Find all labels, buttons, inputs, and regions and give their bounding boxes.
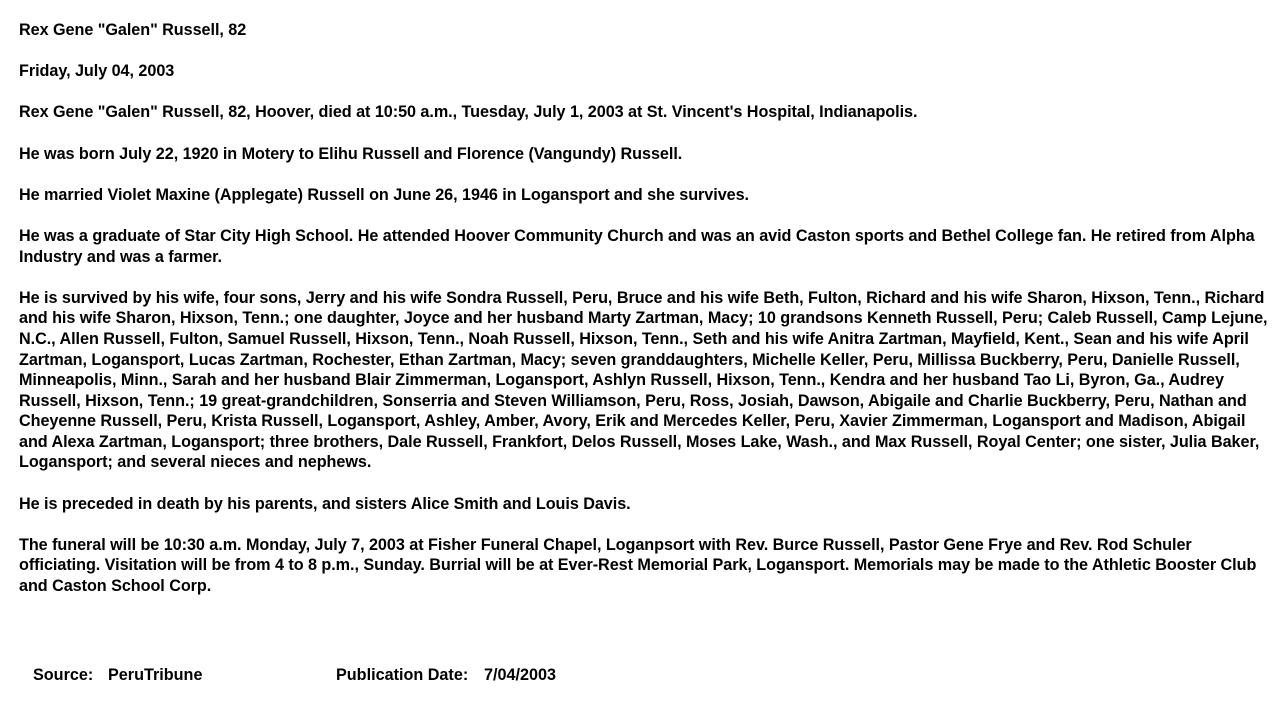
paragraph-preceded: He is preceded in death by his parents, and sisters Alice Smith and Louis Davis. bbox=[19, 494, 631, 513]
obituary-document bbox=[19, 20, 1275, 617]
obituary-title: Rex Gene "Galen" Russell, 82 bbox=[19, 21, 247, 39]
paragraph-funeral: The funeral will be 10:30 a.m. Monday, July 7, 2003 at Fisher Funeral Chapel, Loganpsort with Rev. Burce Russell, Pastor Gene Frye and Rev. Rod Schuler officiating. Visitation will be from 4 to 8 p.m., Sunday. Burrial will be at Ever-Rest Memorial Park, Logansport. Memorials may be made to the Athletic Booster Club and Caston School Corp. bbox=[19, 535, 1257, 596]
paragraph-birth: He was born July 22, 1920 in Motery to Elihu Russell and Florence (Vangundy) Russell. bbox=[19, 144, 683, 163]
paragraph-death-notice: Rex Gene "Galen" Russell, 82, Hoover, died at 10:50 a.m., Tuesday, July 1, 2003 at St. Vincent's Hospital, Indianapolis. bbox=[19, 103, 918, 122]
publication-date-label: Publication Date: bbox=[336, 666, 469, 684]
source-label: Source: bbox=[33, 666, 94, 684]
paragraph-biography: He was a graduate of Star City High School. He attended Hoover Community Church and was an avid Caston sports and Bethel College fan. He retired from Alpha Industry and was a farmer. bbox=[19, 226, 1255, 266]
source-value: PeruTribune bbox=[108, 666, 203, 684]
paragraph-marriage: He married Violet Maxine (Applegate) Russell on June 26, 1946 in Logansport and she survives. bbox=[19, 185, 750, 204]
publication-date-value: 7/04/2003 bbox=[484, 666, 557, 684]
paragraph-survivors: He is survived by his wife, four sons, Jerry and his wife Sondra Russell, Peru, Bruce and his wife Beth, Fulton, Richard and his wife Sharon, Hixson, Tenn., Richard and his wife Sharon, Hixson, Tenn.; one daughter, Joyce and her husband Marty Zartman, Macy; 10 grandsons Kenneth Russell, Peru; Caleb Russell, Camp Lejune, N.C., Allen Russell, Fulton, Samuel Russell, Hixson, Tenn., Noah Russell, Hixson, Tenn., Seth and his wife Anitra Zartman, Mayfield, Kent., Sean and his wife April Zartman, Logansport, Lucas Zartman, Rochester, Ethan Zartman, Macy; seven granddaughters, Michelle Keller, Peru, Millissa Buckberry, Peru, Danielle Russell, Minneapolis, Minn., Sarah and her husband Blair Zimmerman, Logansport, Ashlyn Russell, Hixson, Tenn., Kendra and her husband Tao Li, Byron, Ga., Audrey Russell, Hixson, Tenn.; 19 great-grandchildren, Sonserria and Steven Williamson, Peru, Ross, Josiah, Dawson, Abigaile and Charlie Buckberry, Peru, Nathan and Cheyenne Russell, Peru, Krista Russell, Logansport, Ashley, Amber, Avory, Erik and Mercedes Keller, Peru, Xavier Zimmerman, Logansport and Madison, Abigail and Alexa Zartman, Logansport; three brothers, Dale Russell, Frankfort, Delos Russell, Moses Lake, Wash., and Max Russell, Royal Center; one sister, Julia Baker, Logansport; and several nieces and nephews. bbox=[19, 288, 1268, 472]
publication-date-line: Friday, July 04, 2003 bbox=[19, 62, 175, 81]
